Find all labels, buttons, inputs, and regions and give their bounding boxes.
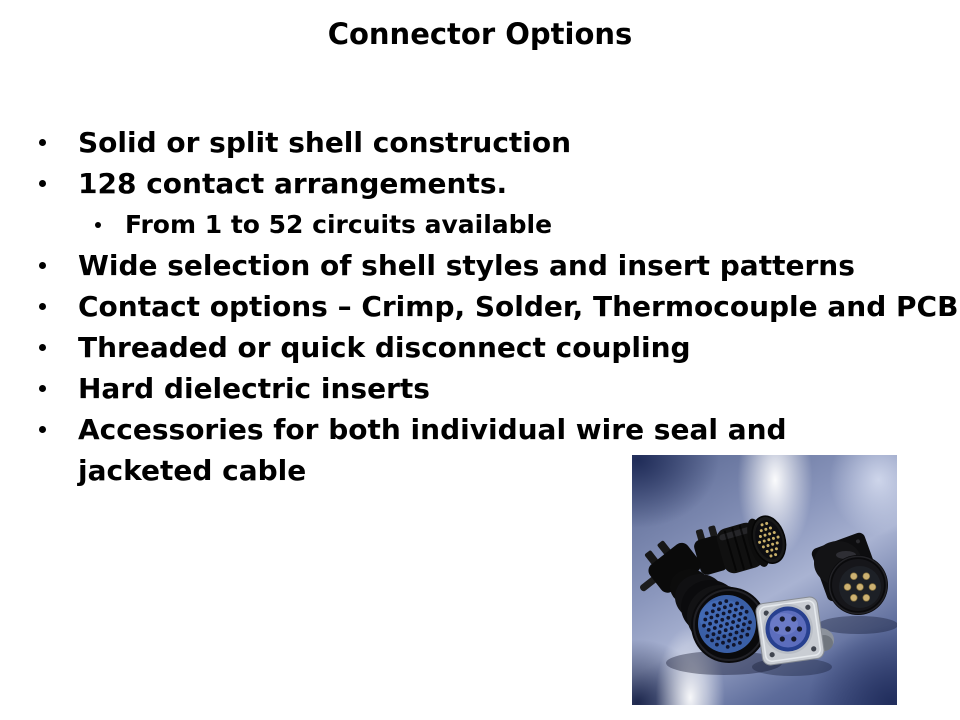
connector-pins-right (810, 531, 888, 615)
connectors-photo (632, 455, 897, 705)
bullet-dot (39, 426, 46, 433)
bullet-text: From 1 to 52 circuits available (125, 210, 553, 239)
bullet-dot (39, 139, 46, 146)
bullet-item (0, 245, 870, 286)
connectors-illustration (632, 455, 897, 705)
bullet-item (0, 163, 870, 204)
bullet-item (0, 122, 870, 163)
bullet-text: Threaded or quick disconnect coupling (78, 331, 691, 364)
bullet-list (0, 122, 959, 491)
bullet-text: Accessories for both individual wire seal and jacketed cable (78, 413, 787, 487)
bullet-dot (39, 262, 46, 269)
bullet-dot (39, 344, 46, 351)
bullet-dot (39, 180, 46, 187)
bullet-dot (39, 385, 46, 392)
bullet-text: Wide selection of shell styles and insert patterns (78, 249, 855, 282)
panel-receptacle (755, 596, 834, 666)
bullet-item (0, 368, 870, 409)
bullet-dot (95, 222, 101, 228)
bullet-text: Contact options – Crimp, Solder, Thermocouple and PCB (78, 290, 959, 323)
bullet-text: Hard dielectric inserts (78, 372, 430, 405)
sub-bullet-item (0, 204, 870, 245)
bullet-text: 128 contact arrangements. (78, 167, 508, 200)
bullet-item (0, 286, 960, 327)
bullet-item (0, 327, 870, 368)
bullet-text: Solid or split shell construction (78, 126, 572, 159)
bullet-dot (39, 303, 46, 310)
connector-plug-top (690, 507, 791, 584)
slide-title: Connector Options (327, 17, 633, 51)
shadow (818, 616, 897, 634)
